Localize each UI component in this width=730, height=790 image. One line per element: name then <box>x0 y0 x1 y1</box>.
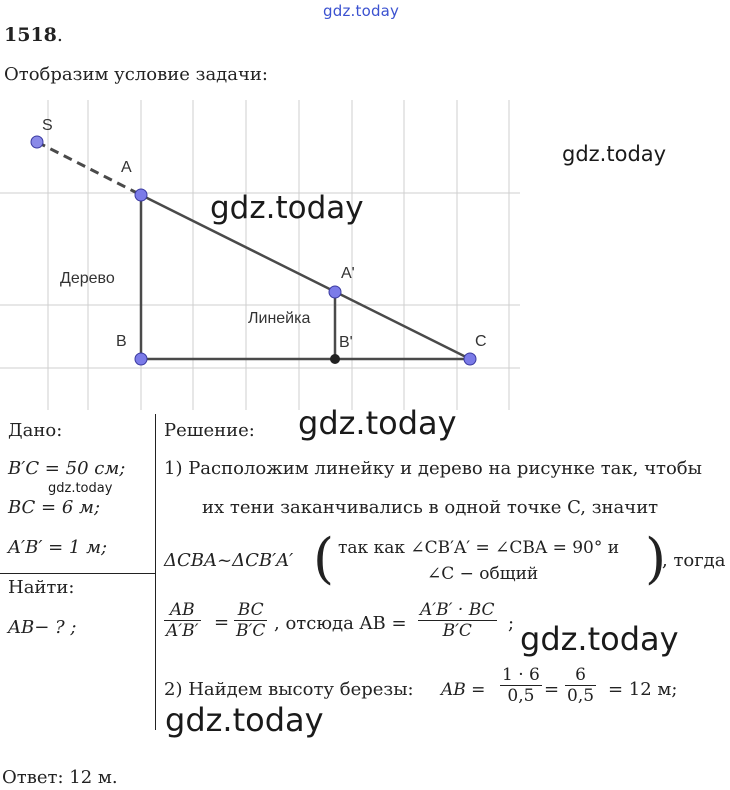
similarity: ΔCBA~ΔCB′A′ <box>164 550 294 571</box>
problem-number-value: 1518 <box>4 24 57 46</box>
then-text: , тогда <box>662 550 726 571</box>
fraction-numerator: BC <box>237 600 264 620</box>
watermark-solution-bottom: gdz.today <box>165 701 324 739</box>
paren-left: ( <box>313 527 335 590</box>
fraction-denominator: B′C <box>236 621 266 641</box>
point-a1 <box>329 286 341 298</box>
point-a <box>135 189 147 201</box>
fraction-denominator: 0,5 <box>500 685 542 706</box>
fraction-ab-a1b1 <box>164 600 201 641</box>
step1-line1: 1) Расположим линейку и дерево на рисунке так, чтобы <box>164 458 702 479</box>
given-item: A′B′ = 1 м; <box>8 537 108 558</box>
equals-sign: = <box>214 612 230 633</box>
given-title: Дано: <box>8 420 63 441</box>
fraction-one-times-six <box>500 665 542 706</box>
watermark-solution-right: gdz.today <box>520 620 679 658</box>
result-text: = 12 м; <box>608 679 678 700</box>
fraction-six <box>565 665 596 706</box>
fraction-bc-b1c <box>234 600 267 641</box>
step2-text: 2) Найдем высоту березы: <box>164 679 414 700</box>
fraction-numerator: AB <box>169 600 195 620</box>
given-item: BC = 6 м; <box>8 497 101 518</box>
point-s <box>31 136 43 148</box>
solution-title: Решение: <box>164 420 255 441</box>
find-item: AB− ? ; <box>8 617 77 638</box>
label-s: S <box>42 117 53 134</box>
label-tree: Дерево <box>60 270 115 287</box>
watermark-top: gdz.today <box>323 2 400 20</box>
fraction-numerator: A′B′ · BC <box>420 600 495 620</box>
hence-text: , отсюда AB = <box>274 613 407 634</box>
label-b: B <box>116 333 127 350</box>
paren-line2: ∠C − общий <box>427 564 539 584</box>
point-b <box>135 353 147 365</box>
label-c: C <box>475 333 487 350</box>
equals-sign: = <box>544 679 560 700</box>
given-item: B′C = 50 см; <box>8 458 126 479</box>
point-b1 <box>330 354 340 364</box>
problem-number <box>4 24 63 46</box>
paren-line1: так как ∠CB′A′ = ∠CBA = 90° и <box>338 538 620 558</box>
label-b1: B' <box>339 334 353 351</box>
divider-vertical <box>155 414 156 730</box>
semicolon: ; <box>508 613 515 634</box>
paren-right: ) <box>645 527 667 590</box>
fraction-denominator: A′B′ <box>166 621 199 641</box>
watermark-figure-middle: gdz.today <box>210 190 364 226</box>
fraction-ab-formula <box>418 600 497 641</box>
fraction-numerator: 1 · 6 <box>502 665 540 685</box>
label-a: A <box>121 159 132 176</box>
watermark-small: gdz.today <box>48 481 113 496</box>
fraction-denominator: 0,5 <box>567 686 595 706</box>
point-c <box>464 353 476 365</box>
geometry-figure <box>0 100 520 410</box>
step2-ab: AB = <box>441 680 486 700</box>
problem-number-dot: . <box>56 24 63 46</box>
intro-text: Отобразим условие задачи: <box>4 64 268 85</box>
find-title: Найти: <box>8 577 75 598</box>
watermark-solution-top: gdz.today <box>298 404 457 442</box>
label-a1: A' <box>341 265 355 282</box>
fraction-numerator: 6 <box>575 665 586 685</box>
watermark-figure-right: gdz.today <box>562 142 667 166</box>
step1-line2: их тени заканчивались в одной точке C, значит <box>202 497 659 518</box>
fraction-denominator: B′C <box>418 620 497 641</box>
answer: Ответ: 12 м. <box>2 767 118 788</box>
divider-horizontal <box>0 573 155 574</box>
label-ruler: Линейка <box>248 310 311 327</box>
